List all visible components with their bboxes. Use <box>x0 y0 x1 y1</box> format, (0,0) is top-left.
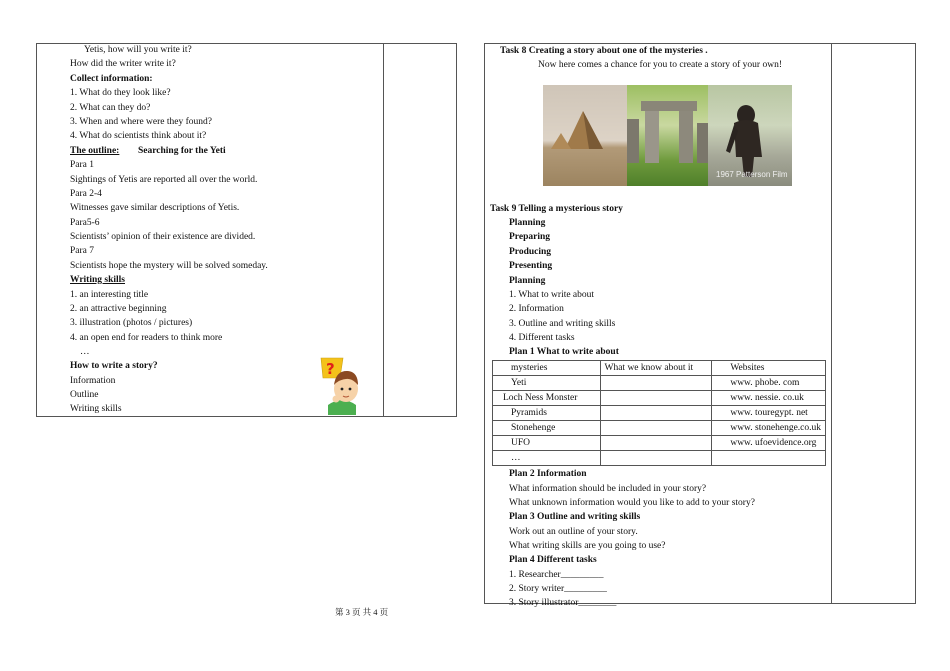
table-cell: www. nessie. co.uk <box>712 391 826 406</box>
left-line: Para5-6 <box>70 218 100 228</box>
table-row <box>493 391 826 406</box>
left-line: Para 7 <box>70 246 95 256</box>
left-line: Outline <box>70 390 99 400</box>
table-header: mysteries <box>493 361 601 376</box>
left-line: 2. What can they do? <box>70 103 151 113</box>
table-cell: … <box>493 451 601 466</box>
left-line: 3. When and where were they found? <box>70 117 213 127</box>
left-line: 3. illustration (photos / pictures) <box>70 318 193 328</box>
right-panel-divider <box>831 43 832 604</box>
table-cell <box>600 436 712 451</box>
plan4-heading: Plan 4 Different tasks <box>509 555 597 565</box>
step-item: Preparing <box>509 232 550 242</box>
table-cell: Yeti <box>493 376 601 391</box>
left-line: 1. an interesting title <box>70 290 149 300</box>
task-role: 1. Researcher_________ <box>509 570 604 580</box>
table-cell <box>712 451 826 466</box>
table-row <box>493 376 826 391</box>
table-cell <box>600 391 712 406</box>
left-line: Scientists hope the mystery will be solved someday. <box>70 261 268 271</box>
left-line: Yetis, how will you write it? <box>84 45 192 55</box>
plan-item: 3. Outline and writing skills <box>509 319 616 329</box>
task-role: 3. Story illustrator________ <box>509 598 617 608</box>
left-line: Information <box>70 376 116 386</box>
left-line: Sightings of Yetis are reported all over the world. <box>70 175 258 185</box>
table-row <box>493 451 826 466</box>
left-line: 1. What do they look like? <box>70 88 171 98</box>
table-header: What we know about it <box>600 361 712 376</box>
step-item: Planning <box>509 218 546 228</box>
left-line: Para 2-4 <box>70 189 102 199</box>
left-line: Witnesses gave similar descriptions of Yetis. <box>70 203 240 213</box>
table-cell: Loch Ness Monster <box>493 391 601 406</box>
pyramids-photo <box>543 85 627 186</box>
plan-item: 4. Different tasks <box>509 333 575 343</box>
thinking-boy-illustration <box>318 355 366 415</box>
table-cell: Stonehenge <box>493 421 601 436</box>
step-item: Producing <box>509 247 552 257</box>
left-line: … <box>80 347 90 357</box>
left-heading: Writing skills <box>70 275 125 285</box>
left-line: 4. an open end for readers to think more <box>70 333 223 343</box>
plan1-heading: Plan 1 What to write about <box>509 347 619 357</box>
left-heading: Searching for the Yeti <box>138 146 226 156</box>
svg-text:?: ? <box>326 360 335 378</box>
left-line: Para 1 <box>70 160 95 170</box>
table-header-row <box>493 361 826 376</box>
task8-text: Now here comes a chance for you to create a story of your own! <box>538 60 782 70</box>
table-cell: www. stonehenge.co.uk <box>712 421 826 436</box>
plan3-heading: Plan 3 Outline and writing skills <box>509 512 641 522</box>
table-row <box>493 436 826 451</box>
bigfoot-photo <box>708 85 792 186</box>
plan2-heading: Plan 2 Information <box>509 469 587 479</box>
table-cell: Pyramids <box>493 406 601 421</box>
left-line: 4. What do scientists think about it? <box>70 131 207 141</box>
stonehenge-photo <box>627 85 708 186</box>
left-line: Scientists’ opinion of their existence are divided. <box>70 232 256 242</box>
left-panel-divider <box>383 43 384 417</box>
page-footer: 第 3 页 共 4 页 <box>335 607 389 617</box>
left-line: Writing skills <box>70 404 122 414</box>
table-row <box>493 406 826 421</box>
table-header: Websites <box>712 361 826 376</box>
left-line: How did the writer write it? <box>70 59 176 69</box>
task9-title: Task 9 Telling a mysterious story <box>490 204 623 214</box>
table-row <box>493 421 826 436</box>
table-cell: UFO <box>493 436 601 451</box>
left-heading: The outline: <box>70 146 120 156</box>
task8-title: Task 8 Creating a story about one of the mysteries . <box>500 46 708 56</box>
left-heading: Collect information: <box>70 74 153 84</box>
table-cell <box>600 406 712 421</box>
plan3-line: Work out an outline of your story. <box>509 527 638 537</box>
left-heading: How to write a story? <box>70 361 158 371</box>
step-item: Presenting <box>509 261 553 271</box>
plan2-question: What unknown information would you like to add to your story? <box>509 498 755 508</box>
websites-table <box>492 360 826 466</box>
table-cell <box>600 376 712 391</box>
table-cell <box>600 451 712 466</box>
plan-item: 1. What to write about <box>509 290 595 300</box>
plan2-question: What information should be included in your story? <box>509 484 707 494</box>
photo-caption: 1967 Patterson Film <box>716 170 788 179</box>
plan3-line: What writing skills are you going to use? <box>509 541 666 551</box>
table-cell: www. touregypt. net <box>712 406 826 421</box>
plan-item: 2. Information <box>509 304 564 314</box>
left-line: 2. an attractive beginning <box>70 304 167 314</box>
task-role: 2. Story writer_________ <box>509 584 607 594</box>
step-item: Planning <box>509 276 546 286</box>
table-cell: www. phobe. com <box>712 376 826 391</box>
table-cell: www. ufoevidence.org <box>712 436 826 451</box>
table-cell <box>600 421 712 436</box>
